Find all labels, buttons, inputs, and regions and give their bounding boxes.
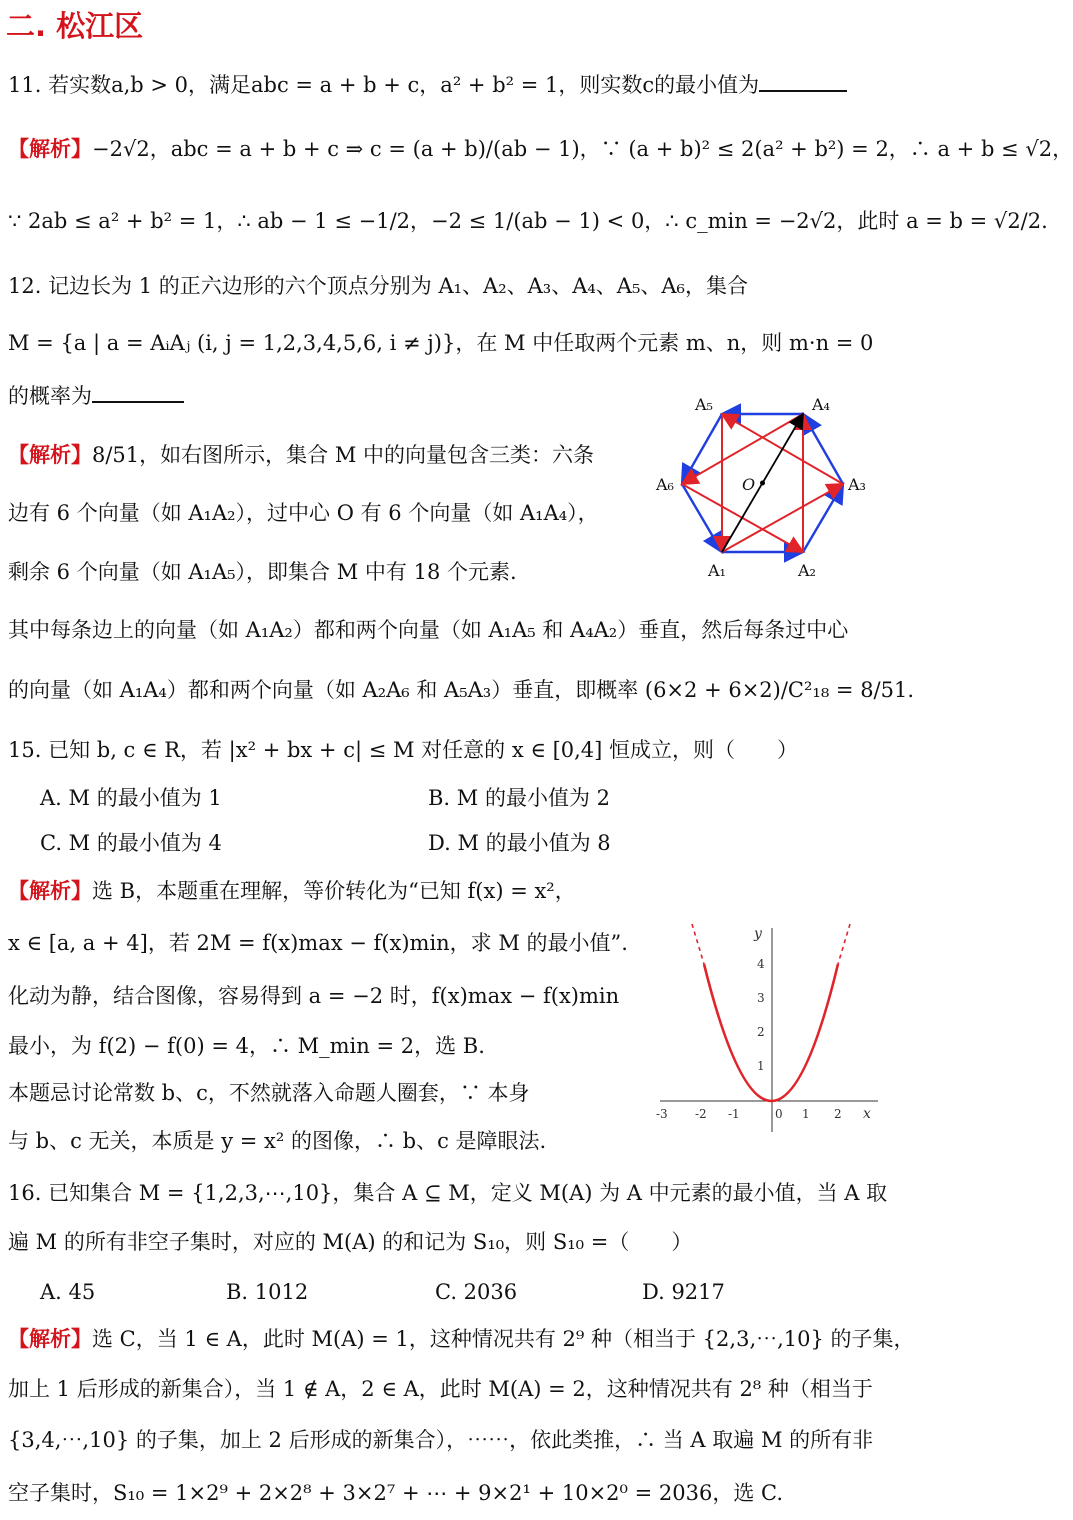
- q12-stem-line-1: 12. 记边长为 1 的正六边形的六个顶点分别为 A₁、A₂、A₃、A₄、A₅、A₆，集合: [8, 274, 748, 298]
- x-tick: 0: [775, 1107, 783, 1121]
- q15-option-d: D. M 的最小值为 8: [428, 831, 611, 855]
- center-point: [760, 481, 765, 486]
- x-axis-label: x: [863, 1106, 871, 1122]
- y-tick: 2: [757, 1025, 765, 1039]
- parabola-figure: [650, 920, 885, 1150]
- q15-solution-line-3: 化动为静，结合图像，容易得到 a = −2 时，f(x)max − f(x)min: [8, 984, 620, 1008]
- x-tick: -1: [728, 1107, 740, 1121]
- q11-stem: 11. 若实数a,b > 0，满足abc = a + b + c，a² + b² = 1，则实数c的最小值为: [8, 70, 847, 100]
- q16-option-a: A. 45: [40, 1280, 96, 1304]
- q16-option-c: C. 2036: [435, 1280, 518, 1304]
- q12-solution-line-4: 其中每条边上的向量（如 A₁A₂）都和两个向量（如 A₁A₅ 和 A₄A₂）垂直，然后每条过中心: [8, 618, 849, 642]
- q16-solution-line-4: 空子集时，S₁₀ = 1×2⁹ + 2×2⁸ + 3×2⁷ + ⋯ + 9×2¹ + 10×2⁰ = 2036，选 C.: [8, 1481, 783, 1505]
- q16-stem-line-2: 遍 M 的所有非空子集时，对应的 M(A) 的和记为 S₁₀，则 S₁₀ =（ ）: [8, 1230, 693, 1254]
- x-tick: 2: [834, 1107, 842, 1121]
- q12-stem-line-2: M = {a | a = AᵢAⱼ (i, j = 1,2,3,4,5,6, i ≠ j)}，在 M 中任取两个元素 m、n，则 m·n = 0: [8, 331, 874, 355]
- parabola-curve: [704, 964, 838, 1101]
- q15-option-b: B. M 的最小值为 2: [428, 786, 610, 810]
- y-tick: 3: [757, 991, 765, 1005]
- q15-option-c: C. M 的最小值为 4: [40, 831, 222, 855]
- q12-solution-line-5: 的向量（如 A₁A₄）都和两个向量（如 A₂A₆ 和 A₅A₃）垂直，即概率 (6×2 + 6×2)/C²₁₈ = 8/51.: [8, 678, 915, 702]
- label-a4: A₄: [812, 395, 830, 414]
- q11-solution-line-1: 【解析】−2√2，abc = a + b + c ⇒ c = (a + b)/(ab − 1)，∵ (a + b)² ≤ 2(a² + b²) = 2，∴ a + b ≤ √2，: [8, 136, 1073, 161]
- q16-option-d: D. 9217: [642, 1280, 725, 1304]
- y-axis-label: y: [754, 926, 762, 942]
- label-a3: A₃: [848, 475, 866, 494]
- q15-solution-line-4: 最小，为 f(2) − f(0) = 4，∴ M_min = 2，选 B.: [8, 1034, 485, 1058]
- parabola-dashed-ends: [692, 924, 850, 964]
- answer-blank: [92, 383, 184, 403]
- q15-solution-line-5: 本题忌讨论常数 b、c，不然就落入命题人圈套，∵ 本身: [8, 1081, 530, 1105]
- q16-solution-line-1: 【解析】选 C，当 1 ∈ A，此时 M(A) = 1，这种情况共有 2⁹ 种（相当于 {2,3,⋯,10} 的子集，: [8, 1326, 915, 1351]
- section-title: 二. 松江区: [6, 9, 144, 43]
- x-tick: -2: [695, 1107, 707, 1121]
- hexagon-figure: [650, 390, 885, 585]
- label-a6: A₆: [656, 475, 674, 494]
- q12-solution-line-2: 边有 6 个向量（如 A₁A₂），过中心 O 有 6 个向量（如 A₁A₄），: [8, 501, 599, 525]
- answer-blank: [759, 72, 847, 92]
- q12-stem-line-3: 的概率为: [8, 381, 184, 411]
- q15-solution-line-2: x ∈ [a, a + 4]，若 2M = f(x)max − f(x)min，求 M 的最小值”.: [8, 931, 628, 955]
- q15-option-a: A. M 的最小值为 1: [40, 786, 222, 810]
- y-tick: 4: [757, 957, 765, 971]
- q12-solution-line-1: 【解析】8/51，如右图所示，集合 M 中的向量包含三类：六条: [8, 442, 595, 467]
- q16-stem-line-1: 16. 已知集合 M = {1,2,3,⋯,10}，集合 A ⊆ M，定义 M(A) 为 A 中元素的最小值，当 A 取: [8, 1181, 888, 1205]
- x-tick: 1: [802, 1107, 810, 1121]
- label-o: O: [742, 475, 756, 494]
- q11-solution-line-2: ∵ 2ab ≤ a² + b² = 1，∴ ab − 1 ≤ −1/2，−2 ≤ 1/(ab − 1) < 0，∴ c_min = −2√2，此时 a = b = √2/2.: [8, 209, 1048, 233]
- x-tick: -3: [656, 1107, 668, 1121]
- label-a5: A₅: [695, 395, 713, 414]
- q16-solution-line-3: {3,4,⋯,10} 的子集，加上 2 后形成的新集合），⋯⋯，依此类推，∴ 当 A 取遍 M 的所有非: [8, 1428, 874, 1452]
- q15-stem: 15. 已知 b, c ∈ R，若 |x² + bx + c| ≤ M 对任意的 x ∈ [0,4] 恒成立，则（ ）: [8, 738, 799, 762]
- q16-solution-line-2: 加上 1 后形成的新集合），当 1 ∉ A，2 ∈ A，此时 M(A) = 2，这种情况共有 2⁸ 种（相当于: [8, 1377, 873, 1401]
- q12-solution-line-3: 剩余 6 个向量（如 A₁A₅），即集合 M 中有 18 个元素.: [8, 560, 517, 584]
- q15-solution-line-1: 【解析】选 B，本题重在理解，等价转化为“已知 f(x) = x²，: [8, 878, 576, 903]
- y-tick: 1: [757, 1059, 765, 1073]
- q15-solution-line-6: 与 b、c 无关，本质是 y = x² 的图像，∴ b、c 是障眼法.: [8, 1129, 547, 1153]
- q16-option-b: B. 1012: [226, 1280, 309, 1304]
- label-a2: A₂: [798, 561, 816, 580]
- label-a1: A₁: [708, 561, 726, 580]
